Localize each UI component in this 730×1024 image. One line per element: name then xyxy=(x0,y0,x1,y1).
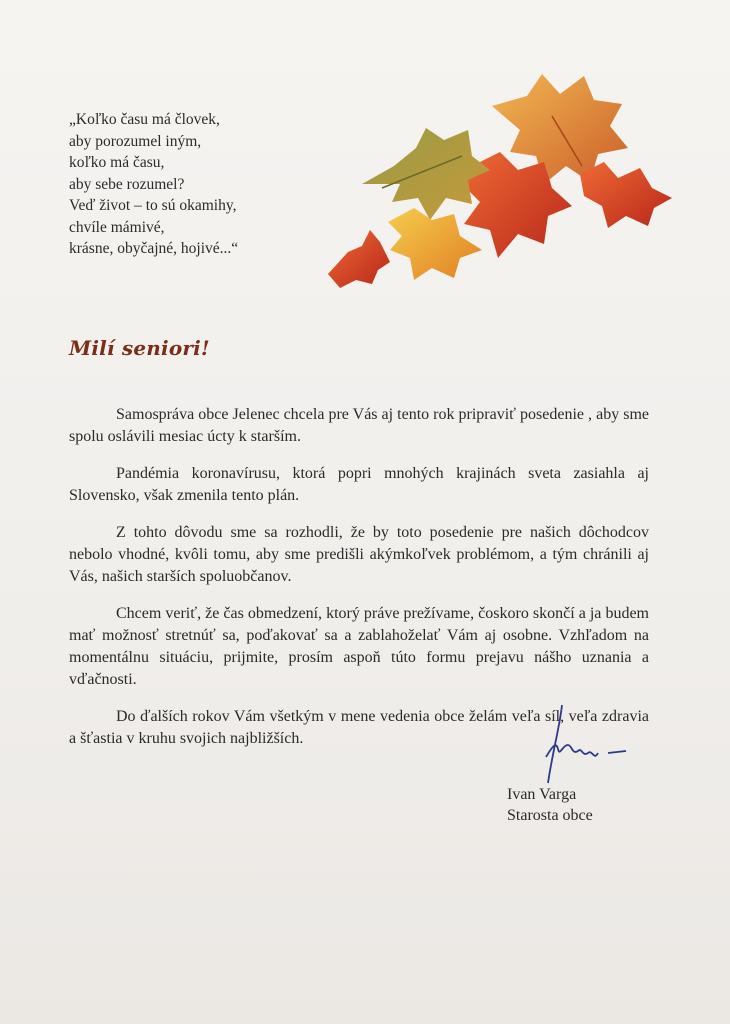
paragraph: Z tohto dôvodu sme sa rozhodli, že by toto posedenie pre našich dôchodcov nebolo vhodné, kvôli tomu, aby sme predišli akýmkoľvek problémom, a tým chránili aj Vás, našich starších spoluobčanov. xyxy=(69,524,649,585)
signer-title: Starosta obce xyxy=(507,807,593,824)
paragraph: Samospráva obce Jelenec chcela pre Vás aj tento rok pripraviť posedenie , aby sme spolu oslávili mesiac úcty k starším. xyxy=(69,406,649,445)
poem-line: Veď život – to sú okamihy, xyxy=(69,197,237,214)
poem-line: aby porozumel iným, xyxy=(69,132,202,150)
signer-block xyxy=(507,784,593,826)
signer-name: Ivan Varga xyxy=(507,786,577,803)
autumn-leaves-icon xyxy=(322,66,677,298)
salutation: Milí seniori! xyxy=(69,336,210,360)
paragraph: Pandémia koronavírusu, ktorá popri mnohých krajinách sveta zasiahla aj Slovensko, však zmenila tento plán. xyxy=(69,465,649,504)
poem-line: aby sebe rozumel? xyxy=(69,175,185,193)
poem-line: koľko má času, xyxy=(69,154,165,171)
poem-line: krásne, obyčajné, hojivé...“ xyxy=(69,240,239,257)
poem-line: „Koľko času má človek, xyxy=(69,111,220,128)
poem-line: chvíle mámivé, xyxy=(69,218,165,236)
handwritten-signature-icon xyxy=(538,705,638,785)
poem xyxy=(69,109,238,260)
paragraph: Do ďalších rokov Vám všetkým v mene vedenia obce želám veľa síl, veľa zdravia a šťastia v kruhu svojich najbližších. xyxy=(69,708,649,747)
paragraph: Chcem veriť, že čas obmedzení, ktorý práve prežívame, čoskoro skončí a ja budem mať možnosť stretnúť sa, poďakovať sa a zablahoželať Vám aj osobne. Vzhľadom na momentálnu situáciu, prijmite, prosím aspoň túto formu prejavu nášho uznania a vďačnosti. xyxy=(69,605,649,688)
